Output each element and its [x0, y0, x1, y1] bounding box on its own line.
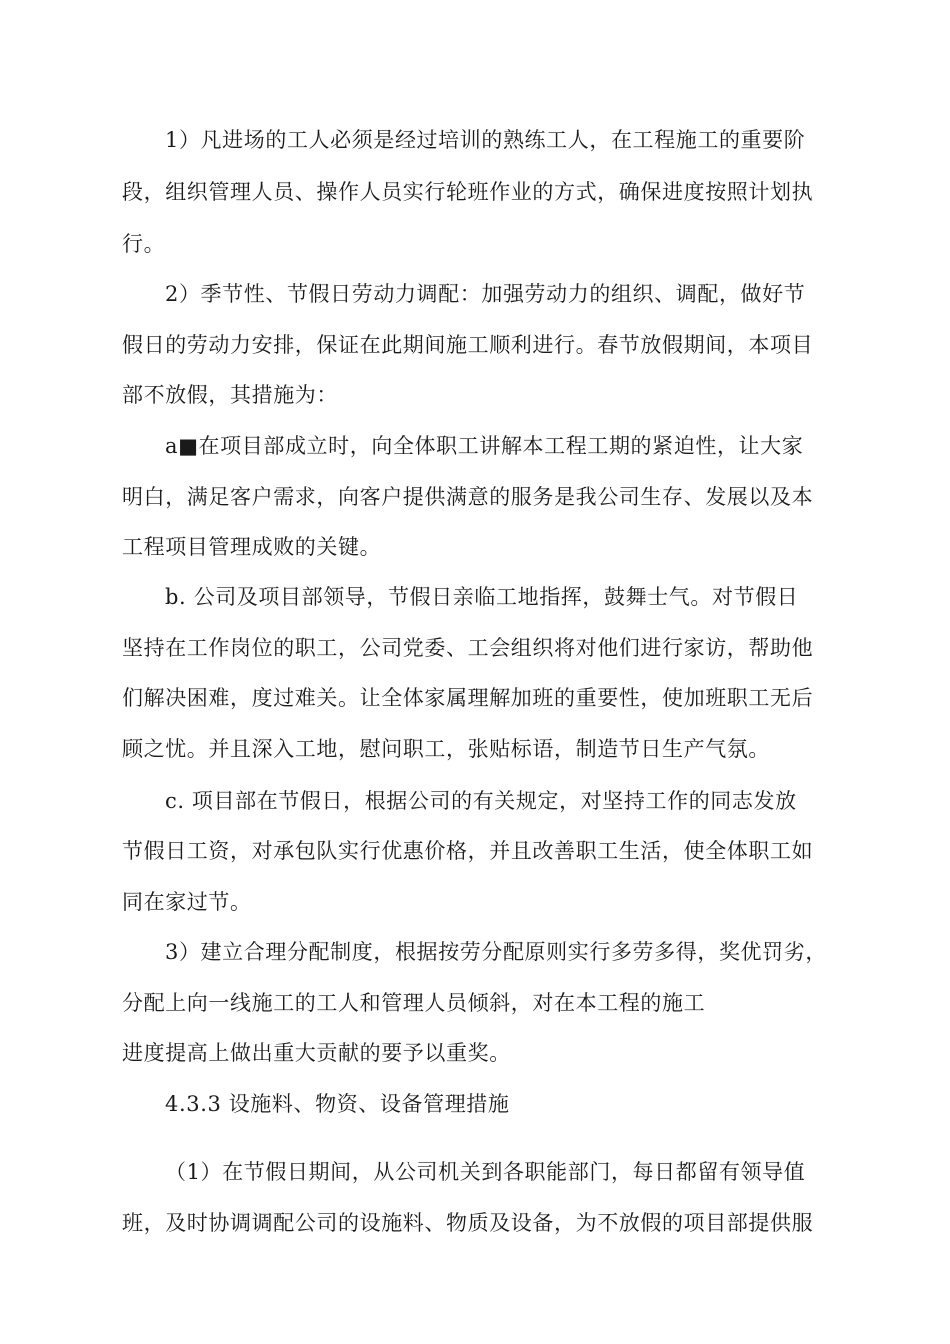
text-line: 节假日工资，对承包队实行优惠价格，并且改善职工生活，使全体职工如	[122, 839, 814, 863]
text-line: 进度提高上做出重大贡献的要予以重奖。	[122, 1041, 511, 1065]
text-line: 工程项目管理成败的关键。	[122, 535, 382, 559]
text-line: 顾之忧。并且深入工地，慰问职工，张贴标语，制造节日生产气氛。	[122, 737, 770, 761]
text-line: 同在家过节。	[122, 890, 252, 914]
text-line: 们解决困难，度过难关。让全体家属理解加班的重要性，使加班职工无后	[122, 686, 814, 710]
text-line: 1）凡进场的工人必须是经过培训的熟练工人，在工程施工的重要阶	[165, 128, 806, 152]
text-line: 2）季节性、节假日劳动力调配：加强劳动力的组织、调配，做好节	[165, 282, 806, 306]
text-line: b. 公司及项目部领导，节假日亲临工地指挥，鼓舞士气。对节假日	[165, 585, 799, 609]
text-line: 3）建立合理分配制度，根据按劳分配原则实行多劳多得，奖优罚劣，	[165, 940, 827, 964]
text-line: a■在项目部成立时，向全体职工讲解本工程工期的紧迫性，让大家	[165, 434, 804, 458]
text-line: c. 项目部在节假日，根据公司的有关规定，对坚持工作的同志发放	[165, 789, 797, 813]
text-line: 段，组织管理人员、操作人员实行轮班作业的方式，确保进度按照计划执	[122, 180, 814, 204]
text-line: 行。	[122, 232, 166, 256]
text-line: 明白，满足客户需求，向客户提供满意的服务是我公司生存、发展以及本	[122, 485, 814, 509]
text-line: （1）在节假日期间，从公司机关到各职能部门，每日都留有领导值	[165, 1160, 806, 1184]
text-line: 坚持在工作岗位的职工，公司党委、工会组织将对他们进行家访，帮助他	[122, 636, 814, 660]
text-line: 部不放假，其措施为：	[122, 383, 338, 407]
text-line: 分配上向一线施工的工人和管理人员倾斜，对在本工程的施工	[122, 991, 706, 1015]
text-line: 班，及时协调调配公司的设施料、物质及设备，为不放假的项目部提供服	[122, 1211, 814, 1235]
text-line: 假日的劳动力安排，保证在此期间施工顺利进行。春节放假期间，本项目	[122, 333, 814, 357]
section-heading: 4.3.3 设施料、物资、设备管理措施	[165, 1092, 510, 1116]
